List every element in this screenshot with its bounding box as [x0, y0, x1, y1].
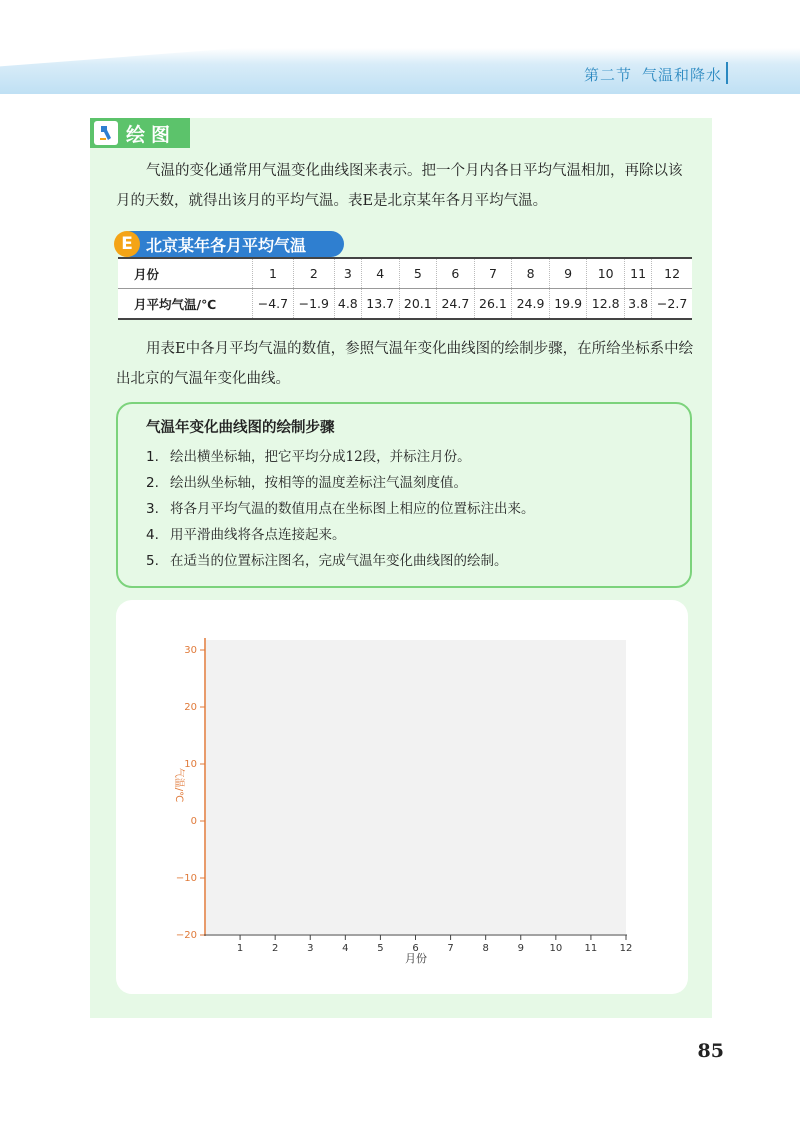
x-tick-label: 12 — [619, 943, 633, 954]
month-cell: 10 — [587, 258, 625, 289]
y-tick-label: −10 — [175, 873, 197, 884]
x-tick-label: 6 — [412, 943, 419, 954]
header-title: 气温和降水 — [641, 66, 722, 84]
drawing-icon — [94, 121, 118, 145]
temp-cell: 13.7 — [361, 289, 399, 320]
task-paragraph: 用表E中各月平均气温的数值，参照气温年变化曲线图的绘制步骤，在所给坐标系中绘出北京的气温年变化曲线。 — [116, 341, 694, 387]
row-head-months: 月份 — [118, 258, 253, 289]
temp-cell: 19.9 — [549, 289, 587, 320]
y-axis-label: 气温/℃ — [173, 767, 184, 803]
month-cell: 3 — [334, 258, 361, 289]
step-text: 将各月平均气温的数值用点在坐标图上相应的位置标注出来。 — [170, 501, 535, 517]
steps-box — [116, 402, 692, 588]
x-tick-label: 10 — [549, 943, 563, 954]
temp-cell: 12.8 — [587, 289, 625, 320]
x-tick-label: 3 — [307, 943, 314, 954]
x-tick-label: 9 — [517, 943, 524, 954]
table-title — [118, 231, 344, 257]
section-tag — [90, 118, 190, 148]
temp-cell: −1.9 — [293, 289, 334, 320]
x-tick-label: 5 — [377, 943, 384, 954]
running-header — [584, 64, 722, 85]
x-tick-label: 2 — [271, 943, 279, 954]
step-item — [146, 470, 535, 496]
temp-cell: −4.7 — [253, 289, 294, 320]
step-item — [146, 522, 535, 548]
month-cell: 5 — [399, 258, 437, 289]
step-number: 5. — [146, 553, 159, 569]
step-item — [146, 444, 535, 470]
month-cell: 4 — [361, 258, 399, 289]
month-cell: 9 — [549, 258, 587, 289]
step-text: 在适当的位置标注图名，完成气温年变化曲线图的绘制。 — [170, 553, 508, 569]
x-tick-label: 11 — [584, 943, 598, 954]
month-cell: 11 — [624, 258, 651, 289]
temperature-table — [118, 257, 692, 320]
x-tick-label: 1 — [236, 943, 244, 954]
section-tag-label: 绘图 — [126, 123, 177, 146]
step-item — [146, 548, 535, 574]
month-cell: 8 — [512, 258, 550, 289]
x-tick-label: 4 — [342, 943, 349, 954]
table-title-text: 北京某年各月平均气温 — [146, 235, 307, 255]
x-tick-label: 7 — [447, 943, 454, 954]
month-cell: 1 — [253, 258, 294, 289]
step-text: 绘出纵坐标轴，按相等的温度差标注气温刻度值。 — [170, 475, 467, 491]
y-tick-label: −20 — [175, 930, 197, 941]
x-axis-label: 月份 — [405, 952, 427, 965]
intro-paragraph: 气温的变化通常用气温变化曲线图来表示。把一个月内各日平均气温相加，再除以该月的天数，就得出该月的平均气温。表E是北京某年各月平均气温。 — [116, 163, 683, 209]
chart-card — [116, 600, 688, 994]
step-number: 1. — [146, 449, 159, 465]
y-tick-label: 0 — [190, 816, 197, 827]
month-cell: 6 — [437, 258, 475, 289]
steps-list — [146, 444, 535, 574]
month-cell: 2 — [293, 258, 334, 289]
temp-cell: 26.1 — [474, 289, 512, 320]
temp-cell: −2.7 — [652, 289, 692, 320]
temp-cell: 3.8 — [624, 289, 651, 320]
temperature-chart[interactable] — [116, 600, 688, 994]
step-item — [146, 496, 535, 522]
month-cell: 12 — [652, 258, 692, 289]
month-cell: 7 — [474, 258, 512, 289]
table-row-months — [118, 258, 692, 289]
step-text: 用平滑曲线将各点连接起来。 — [170, 527, 346, 543]
y-tick-label: 20 — [184, 702, 197, 713]
steps-title: 气温年变化曲线图的绘制步骤 — [146, 420, 335, 436]
header-divider — [726, 62, 728, 84]
temp-cell: 24.7 — [437, 289, 475, 320]
table-row-temps — [118, 289, 692, 320]
y-tick-label: 30 — [184, 645, 197, 656]
x-tick-label: 8 — [482, 943, 489, 954]
plot-area[interactable] — [206, 640, 626, 934]
step-number: 4. — [146, 527, 159, 543]
y-tick-label: 10 — [184, 759, 197, 770]
page-number: 85 — [697, 1040, 724, 1062]
step-text: 绘出横坐标轴，把它平均分成12段，并标注月份。 — [170, 449, 471, 465]
temp-cell: 24.9 — [512, 289, 550, 320]
step-number: 2. — [146, 475, 159, 491]
table-badge: E — [114, 231, 140, 257]
header-section: 第二节 — [583, 66, 632, 84]
temp-cell: 20.1 — [399, 289, 437, 320]
row-head-temps: 月平均气温/℃ — [134, 296, 217, 312]
temp-cell: 4.8 — [334, 289, 361, 320]
step-number: 3. — [146, 501, 159, 517]
